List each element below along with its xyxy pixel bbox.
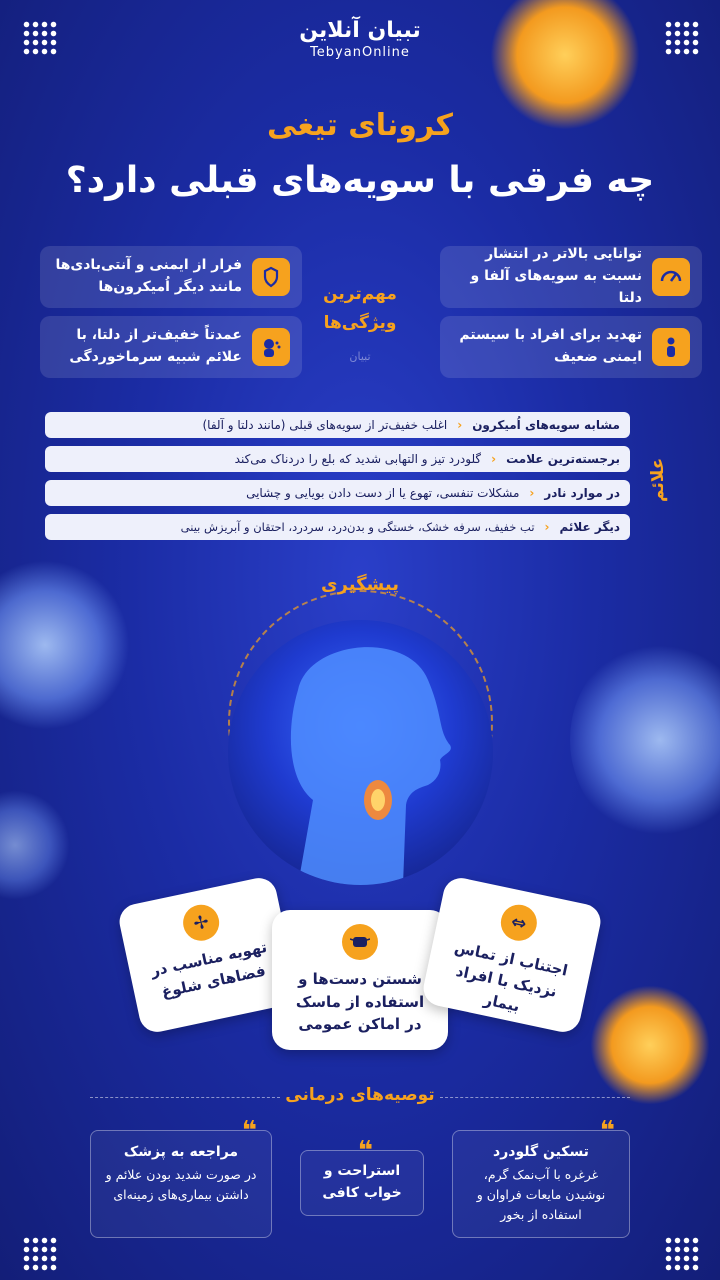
symptom-label: دیگر علائم [559,520,620,534]
sneeze-icon [252,328,290,366]
quote-icon: ❝ [241,1116,257,1146]
throat-illustration [228,620,493,885]
symptom-value: گلودرد تیز و التهابی شدید که بلع را دردناک می‌کند [234,452,482,466]
feature-card [440,246,702,308]
symptom-row [45,514,630,540]
page-title: کرونای تیغی [266,108,454,143]
prevention-text: تهویه مناسب در فضاهای شلوغ [149,937,269,1001]
virus-decoration [570,640,720,840]
treatment-box [452,1116,630,1238]
shield-hands-icon [252,258,290,296]
symptoms-title: علائم [648,457,668,503]
person-icon [652,328,690,366]
chevron-icon: ‹ [544,520,550,534]
feature-card [440,316,702,378]
symptom-value: مشکلات تنفسی، تهوع یا از دست دادن بویایی و چشایی [246,486,520,500]
symptom-label: برجسته‌ترین علامت [506,452,620,466]
treatment-text: غرغره با آب‌نمک گرم، نوشیدن مایعات فراوان و استفاده از بخور [476,1167,606,1223]
chevron-icon: ‹ [491,452,497,466]
prevention-title: پیشگیری [321,574,399,595]
symptom-row [45,412,630,438]
speedometer-icon [652,258,690,296]
quote-icon: ❝ [357,1136,373,1166]
prevention-text: اجتناب از تماس نزدیک با افراد بیمار [452,938,570,1016]
logo-text-fa: تبیان آنلاین [299,18,421,43]
feature-card [40,316,302,378]
page-subtitle: چه فرقی با سویه‌های قبلی دارد؟ [65,160,655,201]
treatment-box [300,1136,424,1216]
dot-pattern [664,1236,700,1272]
virus-decoration [0,790,70,900]
feature-text: تهدید برای افراد با سیستم ایمنی ضعیف [459,327,642,365]
symptom-row [45,446,630,472]
treatment-title: توصیه‌های درمانی [285,1085,435,1105]
prevention-card [272,910,448,1050]
symptom-value: اغلب خفیف‌تر از سویه‌های قبلی (مانند دلتا و آلفا) [202,418,448,432]
logo-text-en: TebyanOnline [310,45,410,60]
treatment-heading: مراجعه به پزشک [123,1144,239,1160]
mask-icon [342,924,378,960]
distance-icon: ⇔ [498,901,541,944]
treatment-text: در صورت شدید بودن علائم و داشتن بیماری‌های زمینه‌ای [105,1167,257,1203]
feature-text: عمدتاً خفیف‌تر از دلتا، با علائم شبیه سرماخوردگی [69,327,242,365]
feature-text: فرار از ایمنی و آنتی‌بادی‌ها مانند دیگر اُمیکرون‌ها [55,257,242,295]
dot-pattern [22,1236,58,1272]
brand-logo [0,18,720,60]
symptom-label: در موارد نادر [544,486,620,500]
treatment-heading: تسکین گلودرد [493,1144,589,1160]
symptom-label: مشابه سویه‌های اُمیکرون [472,418,620,432]
chevron-icon: ‹ [529,486,535,500]
symptom-row [45,480,630,506]
quote-icon: ❝ [599,1116,615,1146]
treatment-heading: استراحت و خواب کافی [322,1163,402,1201]
feature-card [40,246,302,308]
fan-icon: ✢ [180,901,223,944]
watermark-logo: تبیان [349,350,371,363]
feature-text: توانایی بالاتر در انتشار نسبت به سویه‌های آلفا و دلتا [470,246,642,306]
prevention-text: شستن دست‌ها و استفاده از ماسک در اماکن عمومی [295,970,425,1033]
symptom-value: تب خفیف، سرفه خشک، خستگی و بدن‌درد، سردرد، احتقان و آبریزش بینی [180,520,535,534]
treatment-box [90,1116,272,1238]
features-center-label: مهم‌ترین ویژگی‌ها [323,284,397,333]
chevron-icon: ‹ [457,418,463,432]
